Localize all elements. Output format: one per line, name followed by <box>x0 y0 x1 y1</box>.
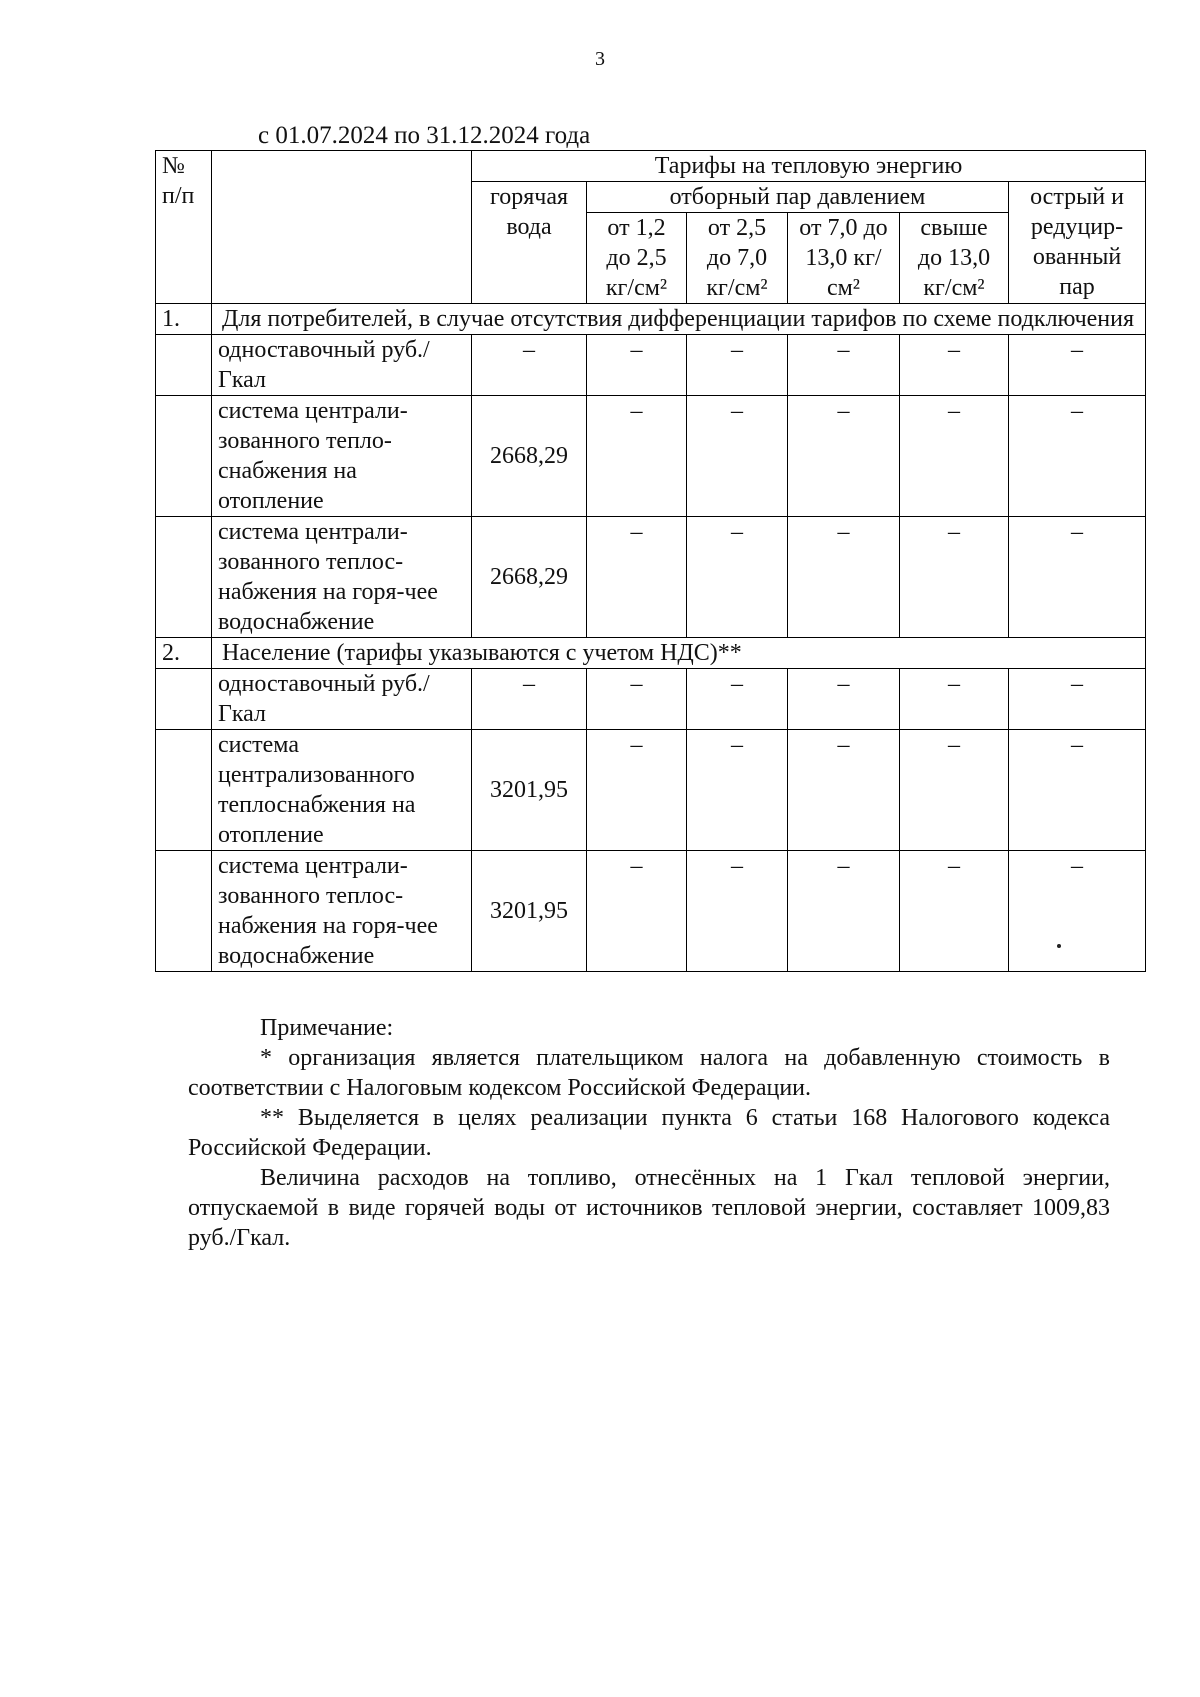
row-label: система централи-зованного теплос-набжения на горя-чее водоснабжение <box>212 851 472 972</box>
cell-dash: – <box>900 851 1009 972</box>
cell-hot-water: 2668,29 <box>472 517 587 638</box>
cell-dash: – <box>788 517 900 638</box>
cell-dash: – <box>587 669 687 730</box>
section-title: Для потребителей, в случае отсутствия дифференциации тарифов по схеме подключения <box>212 304 1146 335</box>
scan-speck <box>1057 944 1061 948</box>
cell-dash: – <box>900 335 1009 396</box>
cell-dash: – <box>687 396 788 517</box>
header-num: № п/п <box>156 151 212 304</box>
cell-dash: – <box>1009 335 1146 396</box>
cell-dash: – <box>587 730 687 851</box>
cell-dash: – <box>587 335 687 396</box>
cell-hot-water: 3201,95 <box>472 730 587 851</box>
table-row <box>156 730 1146 851</box>
header-hot-water: горячая вода <box>472 182 587 304</box>
row-num-empty <box>156 730 212 851</box>
row-num-empty <box>156 669 212 730</box>
header-steam-title: отборный пар давлением <box>587 182 1009 213</box>
cell-dash: – <box>1009 517 1146 638</box>
section-row <box>156 304 1146 335</box>
cell-dash: – <box>788 335 900 396</box>
table-row <box>156 396 1146 517</box>
cell-dash: – <box>900 730 1009 851</box>
cell-dash: – <box>788 851 900 972</box>
row-label: система централи-зованного теплос-набжения на горя-чее водоснабжение <box>212 517 472 638</box>
cell-dash: – <box>687 335 788 396</box>
header-steam-1: от 1,2 до 2,5 кг/см² <box>587 213 687 304</box>
cell-dash: – <box>687 517 788 638</box>
cell-dash: – <box>1009 396 1146 517</box>
cell-dash: – <box>900 517 1009 638</box>
cell-dash: – <box>900 669 1009 730</box>
cell-dash: – <box>1009 669 1146 730</box>
header-label-blank <box>212 151 472 304</box>
section-title: Население (тарифы указываются с учетом НДС)** <box>212 638 1146 669</box>
cell-dash: – <box>587 396 687 517</box>
header-steam-4: свыше до 13,0 кг/см² <box>900 213 1009 304</box>
tariff-period: с 01.07.2024 по 31.12.2024 года <box>258 122 591 149</box>
table-row <box>156 851 1146 972</box>
row-num-empty <box>156 517 212 638</box>
row-num-empty <box>156 335 212 396</box>
row-num-empty <box>156 851 212 972</box>
cell-hot-water: 3201,95 <box>472 851 587 972</box>
cell-dash: – <box>687 730 788 851</box>
page-number: 3 <box>595 48 605 70</box>
tariff-table <box>155 150 1146 972</box>
section-row <box>156 638 1146 669</box>
cell-hot-water: – <box>472 669 587 730</box>
row-num-empty <box>156 396 212 517</box>
cell-dash: – <box>587 851 687 972</box>
note-vat-clause: ** Выделяется в целях реализации пункта 6 статьи 168 Налогового кодекса Российской Федерации. <box>188 1105 1110 1161</box>
notes-block <box>188 1013 1110 1253</box>
cell-hot-water: – <box>472 335 587 396</box>
cell-hot-water: 2668,29 <box>472 396 587 517</box>
row-label: система централи-зованного тепло-снабжения на отопление <box>212 396 472 517</box>
header-steam-3: от 7,0 до 13,0 кг/см² <box>788 213 900 304</box>
cell-dash: – <box>1009 730 1146 851</box>
cell-dash: – <box>687 669 788 730</box>
row-label: одноставочный руб./Гкал <box>212 335 472 396</box>
table-row <box>156 335 1146 396</box>
row-label: одноставочный руб./Гкал <box>212 669 472 730</box>
cell-dash: – <box>788 730 900 851</box>
section-num: 1. <box>156 304 212 335</box>
note-vat-payer: * организация является плательщиком налога на добавленную стоимость в соответствии с Налоговым кодексом Российской Федерации. <box>188 1045 1110 1101</box>
section-num: 2. <box>156 638 212 669</box>
header-tariffs-title: Тарифы на тепловую энергию <box>472 151 1146 182</box>
notes-title: Примечание: <box>260 1015 394 1041</box>
note-fuel-costs: Величина расходов на топливо, отнесённых на 1 Гкал тепловой энергии, отпускаемой в виде горячей воды от источников тепловой энергии, составляет 1009,83 руб./Гкал. <box>188 1165 1110 1251</box>
cell-dash: – <box>1009 851 1146 972</box>
cell-dash: – <box>587 517 687 638</box>
cell-dash: – <box>687 851 788 972</box>
header-sharp-steam: острый и редуцир-ованный пар <box>1009 182 1146 304</box>
cell-dash: – <box>788 396 900 517</box>
row-label: система централизованного теплоснабжения на отопление <box>212 730 472 851</box>
table-row <box>156 517 1146 638</box>
cell-dash: – <box>900 396 1009 517</box>
table-row <box>156 669 1146 730</box>
header-steam-2: от 2,5 до 7,0 кг/см² <box>687 213 788 304</box>
cell-dash: – <box>788 669 900 730</box>
